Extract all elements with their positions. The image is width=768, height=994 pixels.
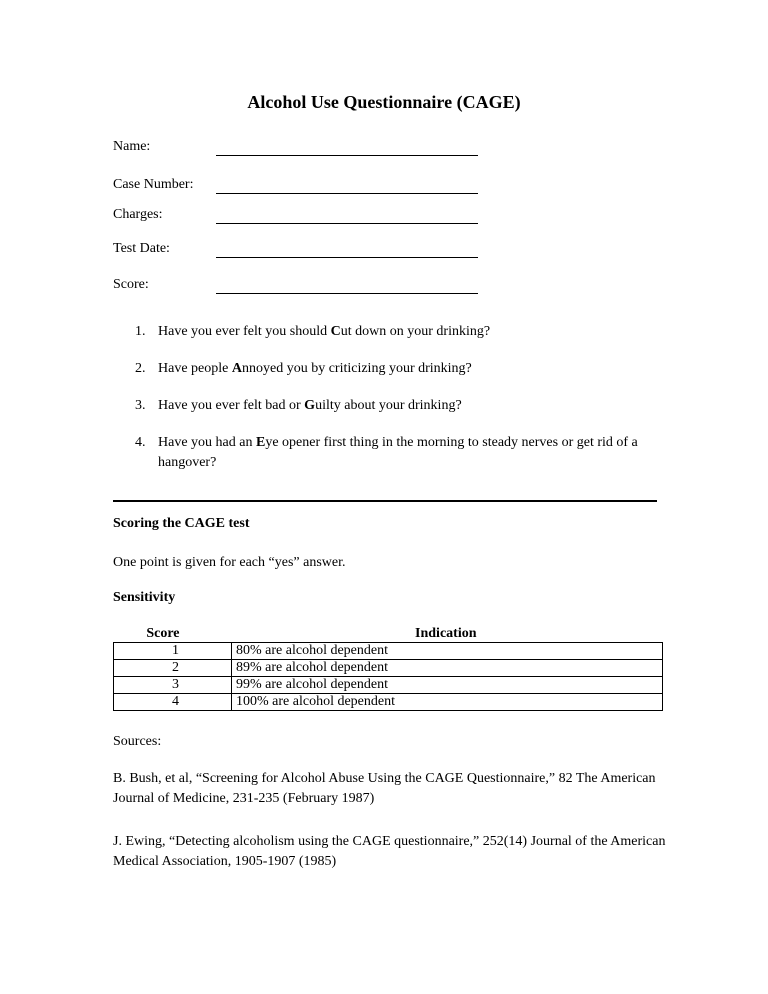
question-item — [135, 322, 655, 342]
question-number: 4. — [135, 435, 146, 450]
name-field-row — [113, 139, 493, 157]
indication-cell: 89% are alcohol dependent — [232, 660, 663, 677]
question-key-letter: E — [255, 435, 266, 450]
section-divider — [113, 500, 657, 502]
question-text: Have you had an — [158, 435, 256, 450]
question-text: ye opener first thing in the morning to steady nerves or get rid of a hangover? — [158, 435, 638, 470]
score-column-header: Score — [146, 626, 180, 641]
score-field[interactable] — [216, 277, 478, 294]
question-text: Have you ever felt bad or — [158, 398, 305, 413]
page-title: Alcohol Use Questionnaire (CAGE) — [247, 92, 521, 112]
scoring-description: One point is given for each “yes” answer. — [113, 555, 346, 570]
question-text: Have people — [158, 361, 232, 376]
name-label: Name: — [113, 139, 151, 154]
case-number-field[interactable] — [216, 177, 478, 194]
charges-field[interactable] — [216, 207, 478, 224]
question-key-letter: G — [304, 398, 316, 413]
source-citation: B. Bush, et al, “Screening for Alcohol Abuse Using the CAGE Questionnaire,” 82 The American Journal of Medicine, 231-235 (February 1987) — [113, 771, 656, 806]
question-text: uilty about your drinking? — [315, 398, 462, 413]
test-date-field-row — [113, 241, 493, 259]
name-field[interactable] — [216, 139, 478, 156]
question-item — [135, 359, 655, 379]
table-row — [114, 677, 663, 694]
question-text: Have you ever felt you should — [158, 324, 331, 339]
score-cell: 4 — [114, 694, 232, 711]
sensitivity-heading: Sensitivity — [113, 590, 176, 605]
test-date-field[interactable] — [216, 241, 478, 258]
table-row — [114, 660, 663, 677]
charges-label: Charges: — [113, 207, 163, 222]
indication-column-header: Indication — [415, 626, 477, 641]
question-number: 2. — [135, 361, 146, 376]
score-cell: 1 — [114, 643, 232, 660]
indication-cell: 100% are alcohol dependent — [232, 694, 663, 711]
question-item — [135, 433, 655, 473]
score-cell: 3 — [114, 677, 232, 694]
case-number-label: Case Number: — [113, 177, 194, 192]
score-cell: 2 — [114, 660, 232, 677]
test-date-label: Test Date: — [113, 241, 170, 256]
table-row — [114, 643, 663, 660]
table-row — [114, 694, 663, 711]
source-citation: J. Ewing, “Detecting alcoholism using the CAGE questionnaire,” 252(14) Journal of the American Medical Association, 1905-1907 (1985) — [113, 834, 666, 869]
question-text: nnoyed you by criticizing your drinking? — [241, 361, 472, 376]
score-field-row — [113, 277, 493, 295]
question-number: 1. — [135, 324, 146, 339]
question-key-letter: A — [231, 361, 242, 376]
case-number-field-row — [113, 177, 493, 195]
indication-cell: 80% are alcohol dependent — [232, 643, 663, 660]
question-item — [135, 396, 655, 416]
sensitivity-table — [113, 625, 663, 711]
question-key-letter: C — [330, 324, 341, 339]
charges-field-row — [113, 207, 493, 225]
question-text: ut down on your drinking? — [340, 324, 491, 339]
question-number: 3. — [135, 398, 146, 413]
score-label: Score: — [113, 277, 149, 292]
sources-label: Sources: — [113, 734, 162, 749]
scoring-heading: Scoring the CAGE test — [113, 516, 250, 531]
table-header-row — [114, 625, 663, 643]
indication-cell: 99% are alcohol dependent — [232, 677, 663, 694]
question-list — [135, 322, 655, 490]
